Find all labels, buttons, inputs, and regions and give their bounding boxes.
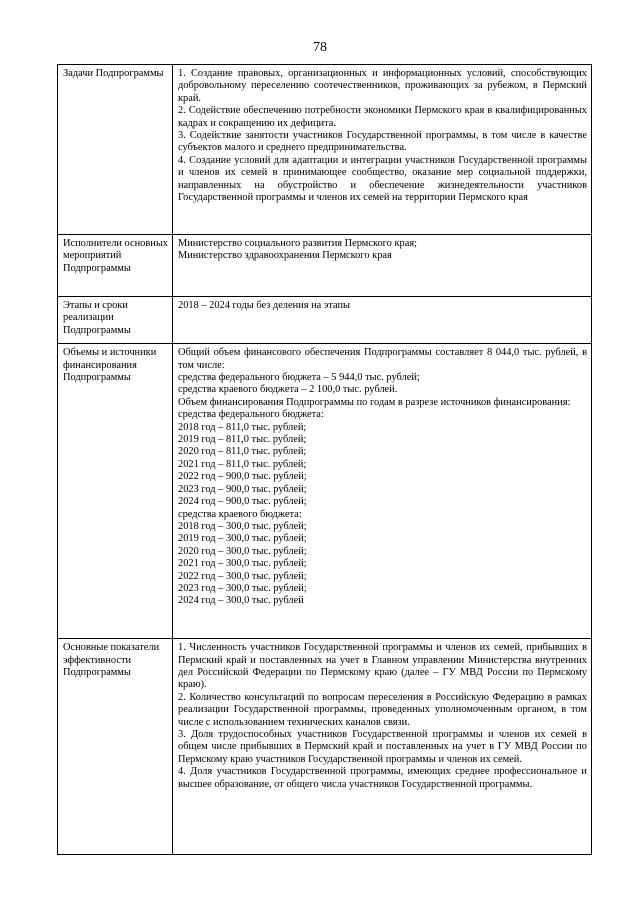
row-content-tasks — [173, 65, 592, 235]
row-label-tasks: Задачи Подпрограммы — [58, 65, 173, 235]
financing-regional-2018: 2018 год – 300,0 тыс. рублей; — [178, 520, 307, 532]
financing-federal-2020: 2020 год – 811,0 тыс. рублей; — [178, 446, 307, 458]
row-label-financing: Объемы и источники финансирования Подпрограммы — [58, 344, 173, 639]
financing-regional-heading: средства краевого бюджета: — [178, 508, 302, 520]
task-item-1: 1. Создание правовых, организационных и информационных условий, способствующих добровольному переселению соотечественников, проживающих за рубежом, в Пермский край. — [178, 68, 587, 104]
table-row-financing — [58, 344, 592, 639]
financing-regional-2023: 2023 год – 300,0 тыс. рублей; — [178, 582, 307, 594]
indicator-item-1: 1. Численность участников Государственной программы и членов их семей, прибывших в Пермский край и поставленных на учет в Главном управлении Министерства внутренних дел Российской Федерации по Пермскому краю (далее – ГУ МВД России по Пермскому краю). — [178, 642, 587, 691]
financing-federal-2024: 2024 год – 900,0 тыс. рублей; — [178, 496, 307, 508]
financing-regional-2024: 2024 год – 300,0 тыс. рублей — [178, 595, 304, 607]
task-item-2: 2. Содействие обеспечению потребности экономики Пермского края в квалифицированных кадрах и сокращению их дефицита. — [178, 105, 587, 129]
table-row-tasks — [58, 65, 592, 235]
financing-federal-total: средства федерального бюджета – 5 944,0 тыс. рублей; — [178, 372, 420, 384]
financing-regional-2020: 2020 год – 300,0 тыс. рублей; — [178, 545, 307, 557]
task-item-3: 3. Содействие занятости участников Государственной программы, в том числе в качестве субъектов малого и среднего предпринимательства. — [178, 130, 587, 154]
financing-regional-2019: 2019 год – 300,0 тыс. рублей; — [178, 533, 307, 545]
table-row-indicators — [58, 639, 592, 855]
table-row-stages — [58, 297, 592, 344]
executor-item-1: Министерство социального развития Пермского края; — [178, 238, 417, 249]
row-content-financing — [173, 344, 592, 639]
row-label-indicators: Основные показатели эффективности Подпрограммы — [58, 639, 173, 855]
financing-by-year-intro: Объем финансирования Подпрограммы по годам в разрезе источников финансирования: — [178, 396, 571, 408]
financing-federal-2018: 2018 год – 811,0 тыс. рублей; — [178, 421, 307, 433]
financing-federal-2021: 2021 год – 811,0 тыс. рублей; — [178, 458, 307, 470]
row-label-executors: Исполнители основных мероприятий Подпрограммы — [58, 235, 173, 297]
row-content-stages — [173, 297, 592, 344]
financing-regional-2022: 2022 год – 300,0 тыс. рублей; — [178, 570, 307, 582]
table-row-executors — [58, 235, 592, 297]
row-label-stages: Этапы и сроки реализации Подпрограммы — [58, 297, 173, 344]
page-number: 78 — [313, 40, 327, 55]
financing-regional-total: средства краевого бюджета – 2 100,0 тыс. рублей. — [178, 384, 398, 396]
task-item-4: 4. Создание условий для адаптации и интеграции участников Государственной программы и членов их семей в принимающее сообщество, оказание мер социальной поддержки, направленных на обустройство и обеспечение жизнедеятельности участников Государственной программы и членов их семей на территории Пермского края — [178, 154, 587, 204]
financing-regional-2021: 2021 год – 300,0 тыс. рублей; — [178, 558, 307, 570]
subprogram-passport-table — [57, 64, 592, 855]
financing-federal-2022: 2022 год – 900,0 тыс. рублей; — [178, 471, 307, 483]
indicator-item-2: 2. Количество консультаций по вопросам переселения в Российскую Федерацию в рамках реализации Государственной программы, проведенных уполномоченным органом, в том числе с использованием технических каналов связи. — [178, 691, 587, 728]
financing-federal-2019: 2019 год – 811,0 тыс. рублей; — [178, 434, 307, 446]
executor-item-2: Министерство здравоохранения Пермского края — [178, 250, 392, 262]
indicator-item-4: 4. Доля участников Государственной программы, имеющих среднее профессиональное и высшее образование, от общего числа участников Государственной программы. — [178, 766, 587, 790]
financing-federal-2023: 2023 год – 900,0 тыс. рублей; — [178, 483, 307, 495]
indicator-item-3: 3. Доля трудоспособных участников Государственной программы и членов их семей в общем числе прибывших в Пермский край и поставленных на учет в ГУ МВД России по Пермскому краю участников Государственной программы и членов их семей. — [178, 729, 587, 765]
row-content-executors — [173, 235, 592, 297]
financing-total: Общий объем финансового обеспечения Подпрограммы составляет 8 044,0 тыс. рублей, в том числе: — [178, 347, 587, 371]
financing-federal-heading: средства федерального бюджета: — [178, 409, 324, 421]
row-content-indicators — [173, 639, 592, 855]
stages-text: 2018 – 2024 годы без деления на этапы — [178, 300, 351, 311]
